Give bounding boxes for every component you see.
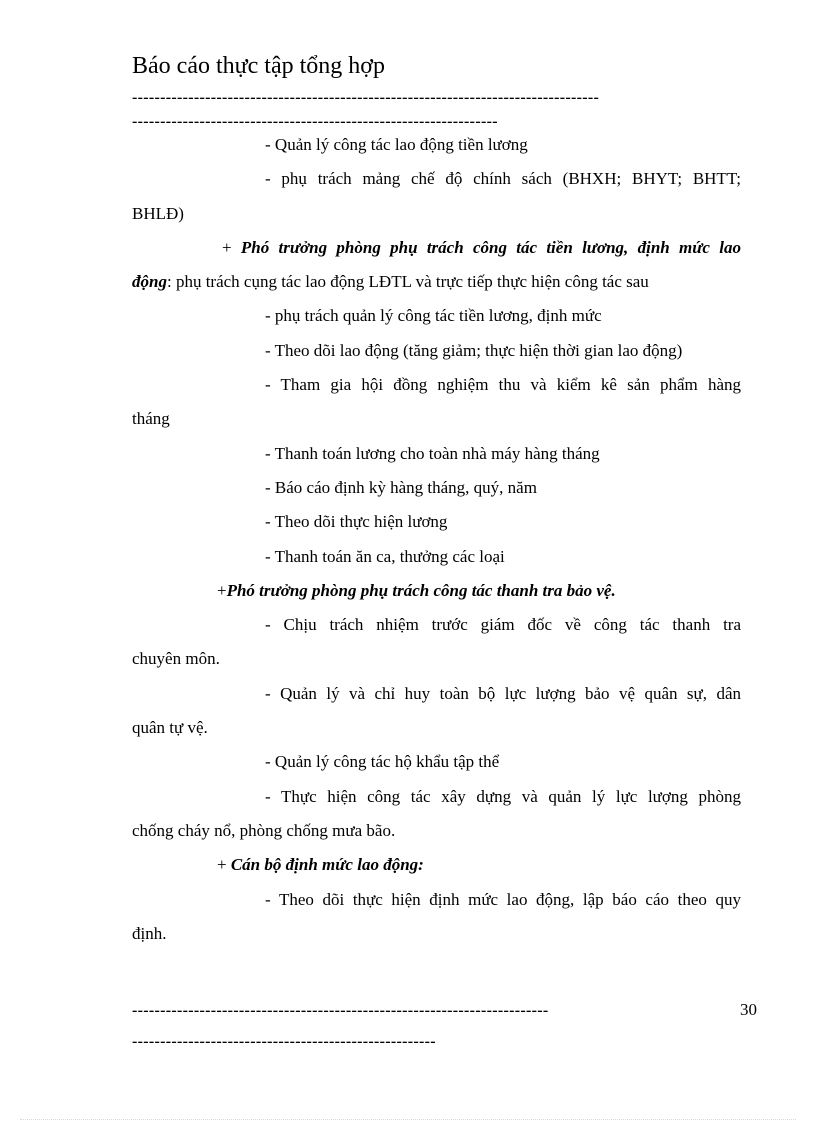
section-heading [132, 848, 741, 882]
body-line: chuyên môn. [132, 649, 220, 669]
body-line: quân tự vệ. [132, 718, 208, 738]
heading-text: động [132, 272, 167, 292]
body-line [132, 265, 741, 299]
header-separator-line-2: ----------------------------------------------------------------- [132, 114, 498, 130]
body-line: - Theo dõi thực hiện lương [265, 512, 448, 532]
body-line: định. [132, 923, 167, 943]
body-line: chống cháy nổ, phòng chống mưa bão. [132, 820, 396, 840]
body-line: - Thực hiện công tác xây dựng và quản lý lực lượng phòng [265, 786, 741, 806]
section-heading [132, 231, 741, 265]
body-line: - phụ trách quản lý công tác tiền lương, định mức [265, 306, 602, 326]
header-separator-line-1: ----------------------------------------------------------------------------------- [132, 90, 600, 106]
body-line: - Chịu trách nhiệm trước giám đốc về công tác thanh tra [265, 615, 741, 635]
body-line: tháng [132, 409, 170, 429]
page-edge-divider [20, 1119, 796, 1120]
heading-text: Phó trưởng phòng phụ trách công tác thanh tra bảo vệ. [226, 580, 616, 600]
header-title: Báo cáo thực tập tổng hợp [132, 53, 385, 79]
body-line: - Báo cáo định kỳ hàng tháng, quý, năm [265, 477, 537, 497]
heading-prefix: + [217, 580, 227, 600]
section-heading [132, 574, 741, 608]
body-line: - Quản lý công tác lao động tiền lương [265, 135, 528, 154]
heading-prefix: + [222, 237, 241, 257]
footer-separator-line-1: -------------------------------------------------------------------------- [132, 1003, 549, 1019]
body-line: - Quản lý công tác hộ khẩu tập thể [265, 752, 500, 772]
body-line: BHLĐ) [132, 203, 184, 223]
body-line: - Theo dõi lao động (tăng giảm; thực hiện thời gian lao động) [265, 340, 683, 360]
body-line: - Tham gia hội đồng nghiệm thu và kiểm kê sản phẩm hàng [265, 375, 741, 395]
body-text: : phụ trách cụng tác lao động LĐTL và trực tiếp thực hiện công tác sau [166, 272, 649, 292]
heading-text: Phó trưởng phòng phụ trách công tác tiền lương, định mức lao [240, 237, 741, 257]
body-line: - Theo dõi thực hiện định mức lao động, lập báo cáo theo quy [265, 889, 741, 909]
body-line: - Thanh toán ăn ca, thưởng các loại [265, 546, 505, 566]
body-line: - phụ trách mảng chế độ chính sách (BHXH; BHYT; BHTT; [265, 169, 741, 189]
body-line: - Thanh toán lương cho toàn nhà máy hàng tháng [265, 443, 600, 463]
heading-text: Cán bộ định mức lao động: [230, 855, 424, 875]
document-body [132, 128, 741, 951]
heading-prefix: + [217, 855, 231, 875]
footer-separator-line-2: ------------------------------------------------------ [132, 1034, 436, 1050]
page-number: 30 [740, 1000, 757, 1019]
body-line: - Quản lý và chỉ huy toàn bộ lực lượng bảo vệ quân sự, dân [265, 683, 741, 703]
